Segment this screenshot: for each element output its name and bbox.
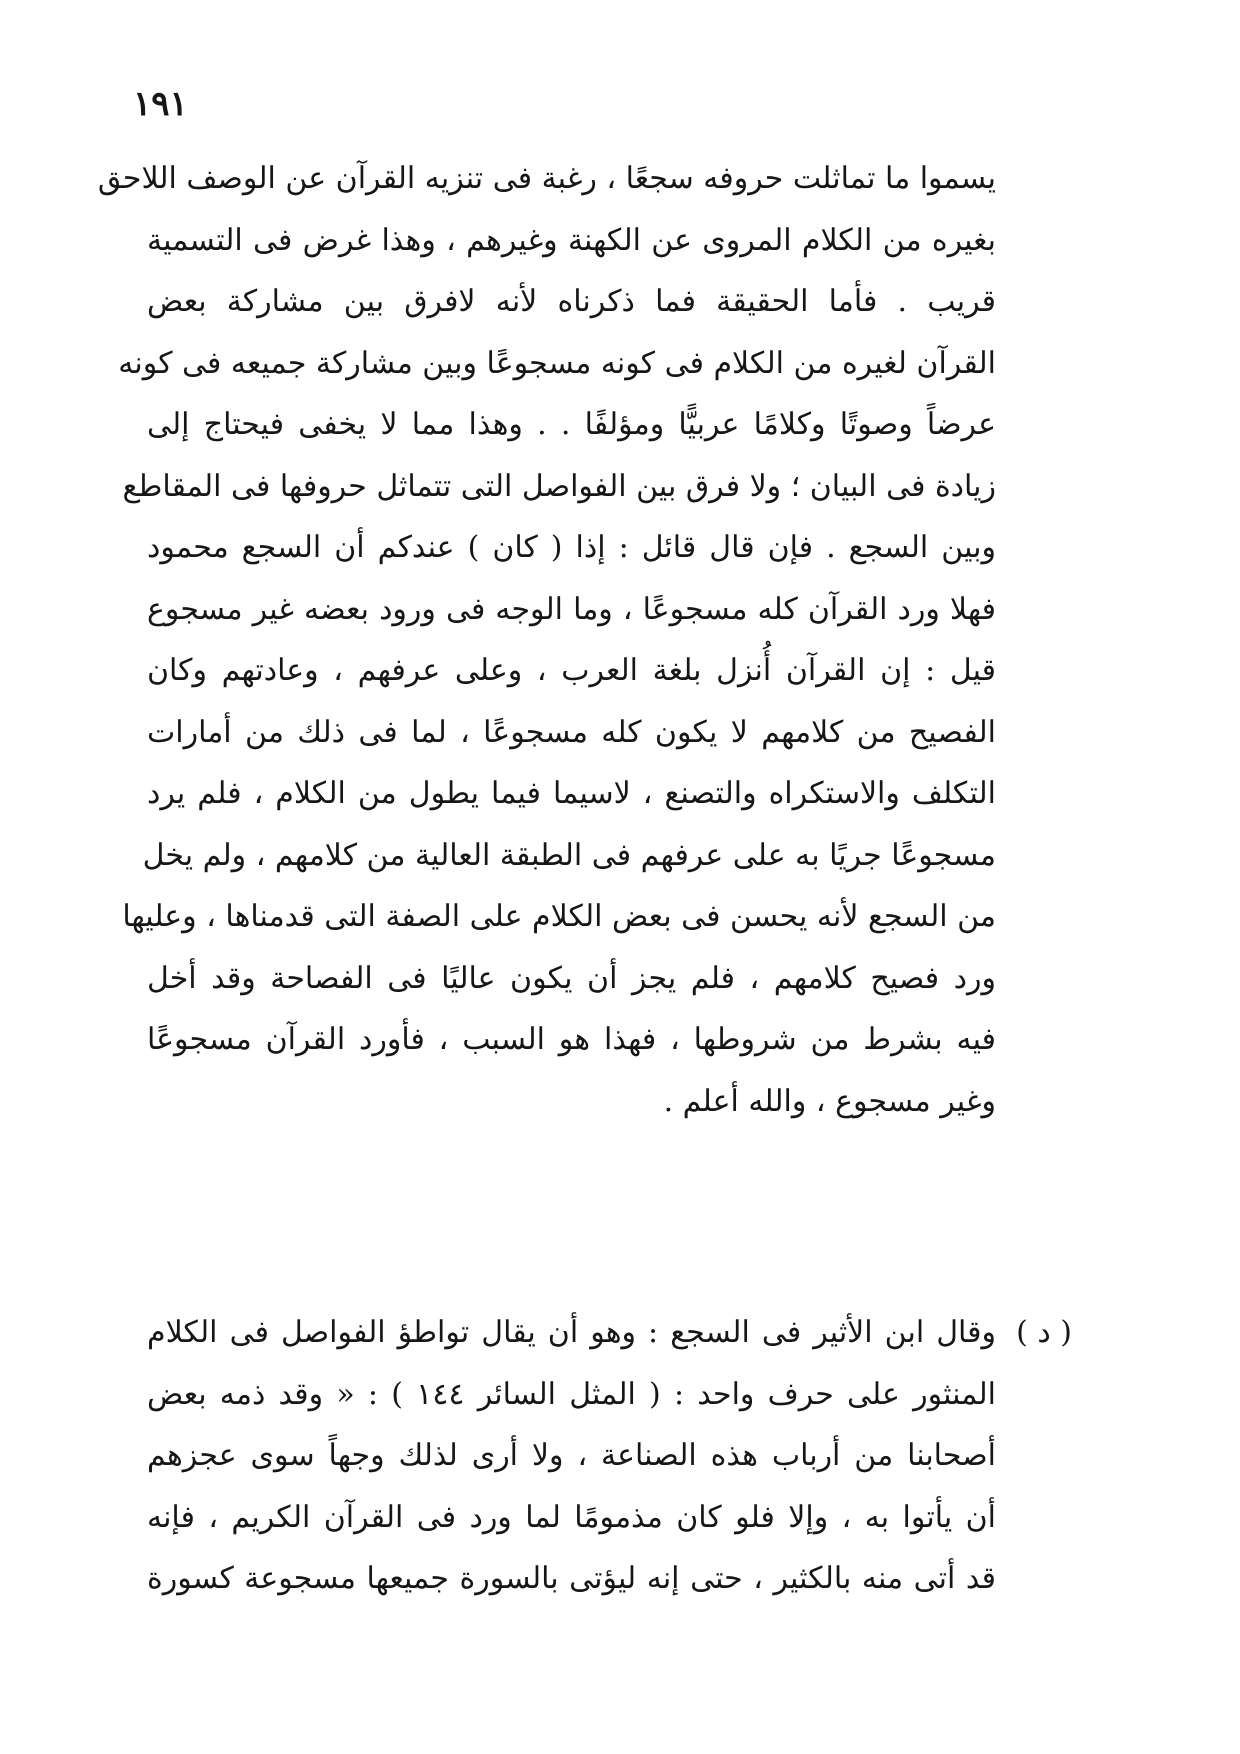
text-line: وبين السجع . فإن قال قائل : إذا ( كان ) عندكم أن السجع محمود: [147, 530, 996, 565]
text-line: فهلا ورد القرآن كله مسجوعًا ، وما الوجه فى ورود بعضه غير مسجوع: [147, 591, 996, 627]
text-line: المنثور على حرف واحد : ( المثل السائر ١٤٤ ) : « وقد ذمه بعض: [147, 1376, 997, 1412]
text-line: يسموا ما تماثلت حروفه سجعًا ، رغبة فى تنزيه القرآن عن الوصف اللاحق: [97, 161, 996, 196]
text-line: عرضاً وصوتًا وكلامًا عربيًّا ومؤلفًا . . وهذا مما لا يخفى فيحتاج إلى: [147, 407, 996, 442]
text-line: قيل : إن القرآن أُنزل بلغة العرب ، وعلى عرفهم ، وعادتهم وكان: [147, 653, 996, 688]
quote-paragraph: [147, 1302, 996, 1610]
text-line: من السجع لأنه يحسن فى بعض الكلام على الصفة التى قدمناها ، وعليها: [122, 899, 996, 934]
text-line: قريب . فأما الحقيقة فما ذكرناه لأنه لافرق بين مشاركة بعض: [147, 284, 996, 319]
main-paragraph: [97, 148, 996, 1132]
text-line: ورد فصيح كلامهم ، فلم يجز أن يكون عاليًا فى الفصاحة وقد أخل: [147, 960, 996, 996]
text-line: التكلف والاستكراه والتصنع ، لاسيما فيما يطول من الكلام ، فلم يرد: [147, 776, 996, 811]
text-line: القرآن لغيره من الكلام فى كونه مسجوعًا وبين مشاركة جميعه فى كونه: [118, 345, 996, 381]
text-line: فيه بشرط من شروطها ، فهذا هو السبب ، فأورد القرآن مسجوعًا: [147, 1022, 996, 1057]
text-line: وغير مسجوع ، والله أعلم .: [663, 1083, 996, 1119]
text-line: الفصيح من كلامهم لا يكون كله مسجوعًا ، لما فى ذلك من أمارات: [147, 714, 996, 750]
paragraph-marker: ( د ): [1016, 1315, 1072, 1350]
text-line: بغيره من الكلام المروى عن الكهنة وغيرهم ، وهذا غرض فى التسمية: [147, 222, 996, 258]
text-line: وقال ابن الأثير فى السجع : وهو أن يقال تواطؤ الفواصل فى الكلام: [147, 1315, 996, 1350]
text-line: زيادة فى البيان ؛ ولا فرق بين الفواصل التى تتماثل حروفها فى المقاطع: [122, 468, 996, 504]
text-line: قد أتى منه بالكثير ، حتى إنه ليؤتى بالسورة جميعها مسجوعة كسورة: [147, 1561, 996, 1596]
text-line: أصحابنا من أرباب هذه الصناعة ، ولا أرى لذلك وجهاً سوى عجزهم: [147, 1438, 996, 1473]
text-line: أن يأتوا به ، وإلا فلو كان مذمومًا لما ورد فى القرآن الكريم ، فإنه: [147, 1499, 996, 1535]
page-number: ١٩١: [133, 84, 188, 124]
text-line: مسجوعًا جريًا به على عرفهم فى الطبقة العالية من كلامهم ، ولم يخل: [142, 837, 996, 873]
